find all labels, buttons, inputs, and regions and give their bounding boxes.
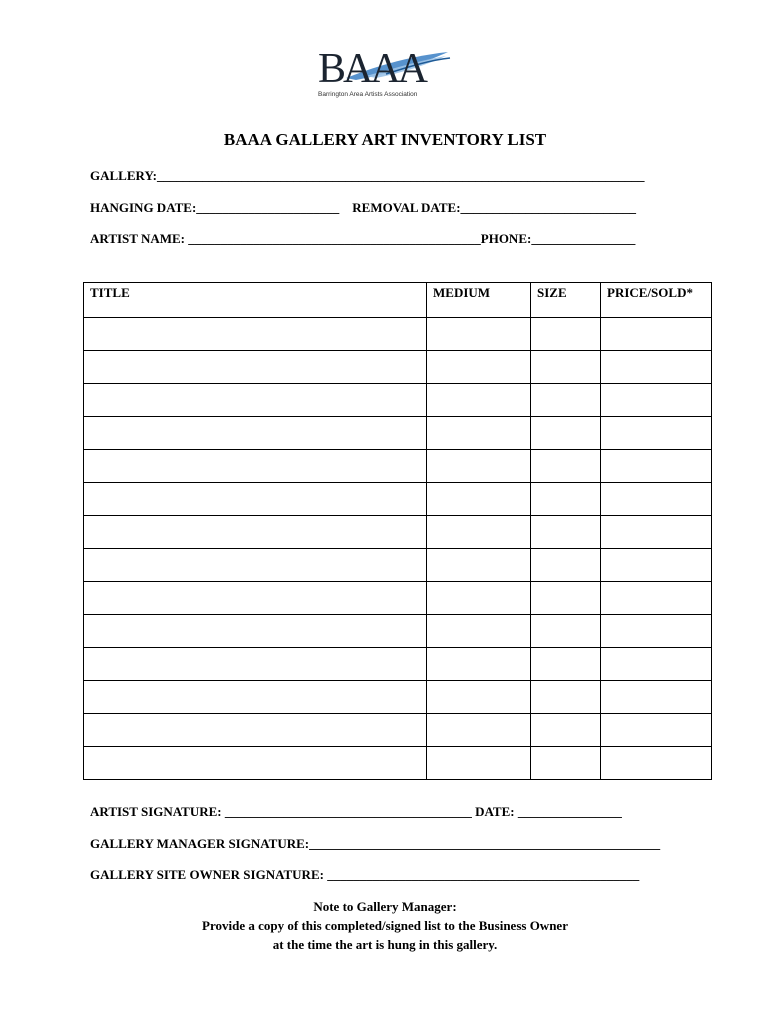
table-row	[84, 351, 712, 384]
cell-title[interactable]	[84, 582, 427, 615]
cell-size[interactable]	[531, 318, 601, 351]
inventory-rows	[84, 318, 712, 780]
cell-title[interactable]	[84, 648, 427, 681]
table-row	[84, 384, 712, 417]
note-line: Provide a copy of this completed/signed list to the Business Owner	[202, 918, 568, 933]
header-size: SIZE	[531, 283, 601, 318]
cell-medium[interactable]	[427, 549, 531, 582]
gallery-manager-signature-field[interactable]: GALLERY MANAGER SIGNATURE:______________________________________________________	[90, 836, 661, 851]
cell-size[interactable]	[531, 417, 601, 450]
cell-size[interactable]	[531, 549, 601, 582]
cell-price-sold[interactable]	[601, 582, 712, 615]
cell-price-sold[interactable]	[601, 384, 712, 417]
table-header-row	[84, 283, 712, 318]
cell-medium[interactable]	[427, 417, 531, 450]
table-row	[84, 417, 712, 450]
hanging-removal-date-field[interactable]: HANGING DATE:______________________ REMOVAL DATE:___________________________	[90, 200, 637, 215]
table-row	[84, 747, 712, 780]
cell-price-sold[interactable]	[601, 351, 712, 384]
cell-title[interactable]	[84, 516, 427, 549]
cell-title[interactable]	[84, 747, 427, 780]
page-title: BAAA GALLERY ART INVENTORY LIST	[223, 130, 547, 149]
cell-medium[interactable]	[427, 483, 531, 516]
cell-size[interactable]	[531, 714, 601, 747]
cell-size[interactable]	[531, 582, 601, 615]
header-price-sold: PRICE/SOLD*	[601, 283, 712, 318]
cell-size[interactable]	[531, 483, 601, 516]
cell-price-sold[interactable]	[601, 648, 712, 681]
table-row	[84, 681, 712, 714]
cell-medium[interactable]	[427, 516, 531, 549]
cell-medium[interactable]	[427, 351, 531, 384]
cell-title[interactable]	[84, 351, 427, 384]
table-row	[84, 483, 712, 516]
cell-price-sold[interactable]	[601, 318, 712, 351]
cell-size[interactable]	[531, 648, 601, 681]
table-row	[84, 450, 712, 483]
table-row	[84, 318, 712, 351]
cell-size[interactable]	[531, 450, 601, 483]
artist-signature-field[interactable]: ARTIST SIGNATURE: ______________________________________ DATE: ________________	[90, 804, 622, 819]
cell-title[interactable]	[84, 384, 427, 417]
table-row	[84, 516, 712, 549]
cell-price-sold[interactable]	[601, 450, 712, 483]
cell-price-sold[interactable]	[601, 417, 712, 450]
logo-subtitle: Barrington Area Artists Association	[318, 91, 418, 98]
gallery-site-owner-signature-field[interactable]: GALLERY SITE OWNER SIGNATURE: ________________________________________________	[90, 867, 640, 882]
cell-price-sold[interactable]	[601, 747, 712, 780]
cell-size[interactable]	[531, 351, 601, 384]
cell-medium[interactable]	[427, 648, 531, 681]
cell-medium[interactable]	[427, 714, 531, 747]
cell-title[interactable]	[84, 417, 427, 450]
cell-price-sold[interactable]	[601, 516, 712, 549]
artist-phone-field[interactable]: ARTIST NAME: _____________________________________________PHONE:________________	[90, 231, 636, 246]
inventory-table	[83, 282, 712, 780]
baaa-logo	[316, 46, 456, 102]
note-heading: Note to Gallery Manager:	[313, 899, 457, 914]
cell-title[interactable]	[84, 318, 427, 351]
cell-price-sold[interactable]	[601, 681, 712, 714]
cell-medium[interactable]	[427, 615, 531, 648]
cell-size[interactable]	[531, 615, 601, 648]
cell-medium[interactable]	[427, 318, 531, 351]
cell-title[interactable]	[84, 615, 427, 648]
cell-size[interactable]	[531, 516, 601, 549]
logo-letters: BAAA	[318, 46, 426, 92]
cell-medium[interactable]	[427, 747, 531, 780]
table-row	[84, 615, 712, 648]
cell-title[interactable]	[84, 681, 427, 714]
cell-medium[interactable]	[427, 681, 531, 714]
cell-medium[interactable]	[427, 582, 531, 615]
cell-size[interactable]	[531, 681, 601, 714]
cell-size[interactable]	[531, 384, 601, 417]
cell-price-sold[interactable]	[601, 549, 712, 582]
table-row	[84, 648, 712, 681]
header-title: TITLE	[84, 283, 427, 318]
cell-title[interactable]	[84, 483, 427, 516]
table-row	[84, 714, 712, 747]
cell-title[interactable]	[84, 450, 427, 483]
note-line: at the time the art is hung in this gallery.	[272, 937, 498, 952]
cell-price-sold[interactable]	[601, 615, 712, 648]
cell-title[interactable]	[84, 549, 427, 582]
table-row	[84, 549, 712, 582]
header-medium: MEDIUM	[427, 283, 531, 318]
gallery-field[interactable]: GALLERY:___________________________________________________________________________	[90, 168, 645, 183]
cell-medium[interactable]	[427, 384, 531, 417]
cell-medium[interactable]	[427, 450, 531, 483]
cell-price-sold[interactable]	[601, 483, 712, 516]
table-row	[84, 582, 712, 615]
cell-title[interactable]	[84, 714, 427, 747]
cell-size[interactable]	[531, 747, 601, 780]
cell-price-sold[interactable]	[601, 714, 712, 747]
